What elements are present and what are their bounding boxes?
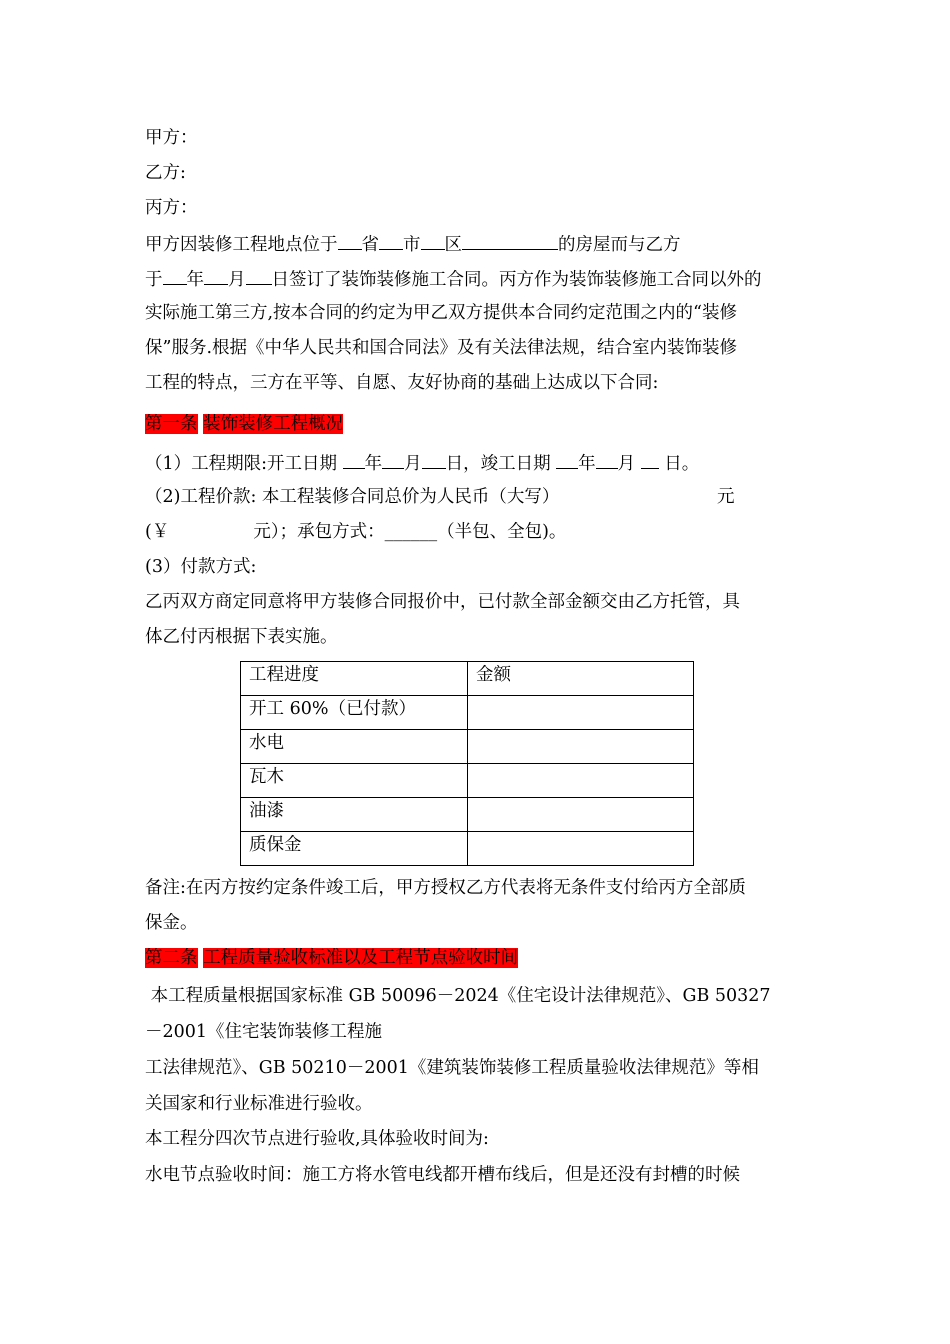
payment-schedule-table: [240, 661, 694, 866]
table-cell-amount: [468, 696, 694, 730]
end-date-label: 日，竣工日期: [445, 454, 557, 474]
party-b-label: 乙方:: [145, 163, 186, 183]
sign-month-blank: [204, 266, 228, 285]
note-line-2: 保金。: [145, 913, 198, 933]
article-1-title: 装饰装修工程概况: [203, 414, 344, 434]
province-blank: [338, 231, 362, 250]
stages-line: 本工程分四次节点进行验收,具体验收时间为:: [145, 1129, 489, 1149]
sign-year-blank: [163, 266, 187, 285]
standard-line-3: 工法律规范》、GB 50210－2001《建筑装饰装修工程质量验收法律规范》等相: [145, 1058, 759, 1078]
sign-month-label: 月: [228, 270, 246, 290]
end-year-label: 年: [578, 454, 596, 474]
party-c-label: 丙方：: [145, 198, 198, 218]
table-cell-amount: [468, 730, 694, 764]
article-1-number: 第一条: [145, 414, 198, 434]
standard-line-4: 关国家和行业标准进行验收。: [145, 1094, 373, 1114]
end-month-label: 月: [617, 454, 641, 474]
project-period-line: [145, 450, 699, 476]
water-electric-line: 水电节点验收时间：施工方将水管电线都开槽布线后，但是还没有封槽的时候: [145, 1165, 740, 1185]
table-cell-amount: [468, 798, 694, 832]
table-cell-stage: 开工 60%（已付款）: [241, 696, 468, 730]
header-progress: 工程进度: [241, 662, 468, 696]
price-line-1: [145, 485, 559, 509]
article-1-heading: [145, 412, 343, 436]
intro-line-2: [145, 266, 762, 292]
table-cell-stage: 油漆: [241, 798, 468, 832]
end-day-label: 日。: [658, 454, 700, 474]
district-blank: [421, 231, 445, 250]
table-cell-amount: [468, 764, 694, 798]
payment-method-title: (3）付款方式:: [145, 557, 257, 577]
article-2-heading: [145, 946, 518, 970]
start-year-label: 年: [364, 454, 383, 474]
start-month-label: 月: [404, 454, 422, 474]
sign-year-label: 年: [186, 270, 204, 290]
province-label: 省: [361, 235, 379, 255]
price-label: （2)工程价款: 本工程装修合同总价为人民币（大写）: [145, 487, 560, 507]
sign-day-blank: [246, 266, 272, 285]
start-month-blank: [382, 450, 404, 469]
city-blank: [379, 231, 403, 250]
table-cell-amount: [468, 832, 694, 866]
end-day-blank: [641, 450, 659, 469]
table-header-row: [241, 662, 694, 696]
table-cell-stage: 瓦木: [241, 764, 468, 798]
district-label: 区: [444, 235, 462, 255]
intro-text: 甲方因装修工程地点位于: [145, 235, 338, 255]
table-row: [241, 730, 694, 764]
intro-line-3: 实际施工第三方,按本合同的约定为甲乙双方提供本合同约定范围之内的“装修: [145, 303, 738, 323]
sign-date-prefix: 于: [145, 270, 163, 290]
intro-line-4: 保”服务.根据《中华人民共和国合同法》及有关法律法规，结合室内装饰装修: [145, 338, 738, 358]
intro-text-end: 的房屋而与乙方: [558, 235, 681, 255]
intro-line-1: [145, 231, 681, 257]
table-cell-stage: 水电: [241, 730, 468, 764]
payment-desc-line-1: 乙丙双方商定同意将甲方装修合同报价中，已付款全部金额交由乙方托管，具: [145, 592, 740, 612]
table-cell-stage: 质保金: [241, 832, 468, 866]
standard-line-2: －2001《住宅装饰装修工程施: [145, 1022, 383, 1042]
note-line-1: 备注:在丙方按约定条件竣工后，甲方授权乙方代表将无条件支付给丙方全部质: [145, 878, 746, 898]
start-day-blank: [422, 450, 446, 469]
start-date-label: （1）工程期限:开工日期: [145, 454, 343, 474]
table-row: [241, 696, 694, 730]
article-2-title: 工程质量验收标准以及工程节点验收时间: [203, 948, 519, 968]
address-blank: [462, 231, 558, 250]
party-a-label: 甲方：: [145, 128, 198, 148]
start-year-blank: [343, 450, 365, 469]
table-row: [241, 764, 694, 798]
intro-line-5: 工程的特点，三方在平等、自愿、友好协商的基础上达成以下合同:: [145, 373, 659, 393]
price-line-2: [145, 520, 566, 544]
article-2-number: 第二条: [145, 948, 198, 968]
price-yuan-label: 元: [717, 487, 735, 507]
sign-date-text: 日签订了装饰装修施工合同。丙方作为装饰装修施工合同以外的: [271, 270, 762, 290]
table-row: [241, 832, 694, 866]
end-year-blank: [556, 450, 578, 469]
contract-mode-text: 元）；承包方式：______（半包、全包)。: [253, 522, 567, 542]
header-amount: 金额: [468, 662, 694, 696]
price-figure-prefix: (￥: [145, 522, 170, 542]
city-label: 市: [403, 235, 421, 255]
table-row: [241, 798, 694, 832]
end-month-blank: [596, 450, 618, 469]
standard-line-1: 本工程质量根据国家标准 GB 50096－2024《住宅设计法律规范》、GB 50327: [145, 986, 771, 1006]
payment-desc-line-2: 体乙付丙根据下表实施。: [145, 627, 338, 647]
